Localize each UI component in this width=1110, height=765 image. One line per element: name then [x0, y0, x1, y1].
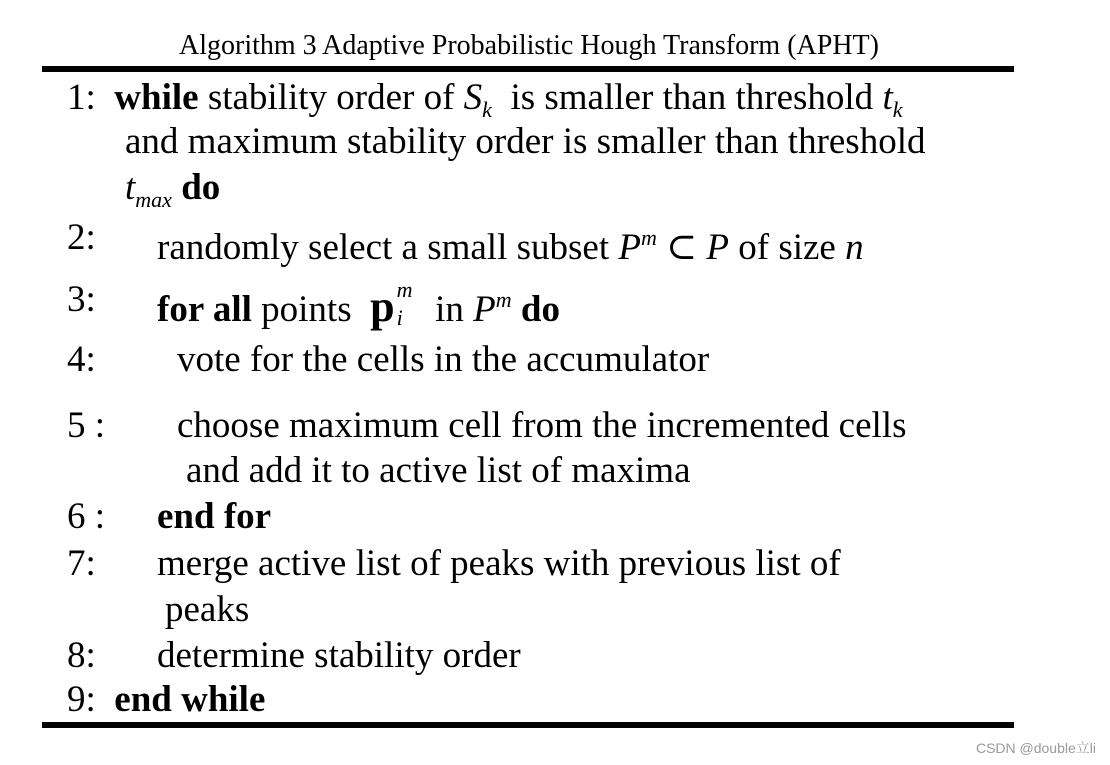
line-1-cont [125, 120, 926, 164]
line-number: 9: [67, 679, 96, 720]
keyword-do: do [520, 289, 560, 330]
line-number: 3: [67, 279, 96, 320]
text: randomly select a small subset [157, 227, 610, 268]
line-number: 1: [67, 77, 96, 118]
watermark: CSDN @double立li [975, 740, 1096, 756]
sub-i: i [396, 305, 403, 330]
line-6 [67, 495, 105, 539]
line-2-body [157, 216, 864, 270]
line-number: 6 : [67, 496, 106, 537]
var-t: t [125, 167, 136, 208]
line-4-body [177, 338, 709, 382]
line-7 [67, 542, 96, 586]
top-rule [42, 66, 1014, 72]
line-number: 7: [67, 543, 96, 584]
sub-k: k [892, 97, 903, 122]
bottom-rule [42, 722, 1014, 728]
line-5-body [177, 404, 906, 448]
keyword-end-for: end for [157, 496, 272, 537]
line-number: 8: [67, 635, 96, 676]
line-number: 4: [67, 339, 96, 380]
line-8 [67, 634, 96, 678]
keyword-do: do [181, 167, 221, 208]
sup-m: m [396, 277, 413, 302]
keyword-end-while: end while [114, 679, 266, 720]
sub-k: k [482, 97, 492, 122]
var-P: P [706, 227, 729, 268]
var-n: n [845, 227, 864, 268]
line-7-cont [165, 588, 249, 632]
text: peaks [165, 589, 250, 630]
keyword-while: while [114, 77, 199, 118]
algorithm-title: Algorithm 3 Adaptive Probabilistic Hough Transform (APHT) [179, 30, 879, 61]
var-P: P [473, 289, 496, 330]
text: vote for the cells in the accumulator [177, 339, 710, 380]
var-S: S [463, 77, 483, 118]
text: and maximum stability order is smaller than threshold [125, 121, 926, 162]
line-1-cont2 [125, 166, 220, 222]
subset-symbol: ⊂ [666, 227, 698, 268]
line-8-body [157, 634, 521, 678]
line-6-body [157, 495, 271, 539]
text: is smaller than threshold [510, 77, 874, 118]
line-3 [67, 278, 96, 322]
index-stack [395, 277, 417, 330]
line-number: 2: [67, 217, 96, 258]
line-9 [67, 678, 265, 722]
var-t: t [882, 77, 893, 118]
var-p-bold: p [370, 282, 395, 331]
line-5-cont [186, 449, 691, 493]
line-4 [67, 338, 96, 382]
sup-m: m [495, 287, 512, 312]
sup-m: m [640, 225, 657, 250]
text: stability order of [207, 77, 455, 118]
text: merge active list of peaks with previous list of [157, 543, 841, 584]
text: points [261, 289, 352, 330]
line-3-body [157, 278, 560, 332]
line-7-body [157, 542, 841, 586]
var-P: P [618, 227, 641, 268]
text: of size [738, 227, 836, 268]
text: in [435, 289, 464, 330]
line-2 [67, 216, 96, 260]
sub-max: max [135, 187, 172, 212]
text: and add it to active list of maxima [186, 450, 691, 491]
line-5 [67, 404, 105, 448]
text: choose maximum cell from the incremented cells [177, 405, 907, 446]
keyword-for-all: for all [157, 289, 252, 330]
text: determine stability order [157, 635, 521, 676]
line-number: 5 : [67, 405, 106, 446]
